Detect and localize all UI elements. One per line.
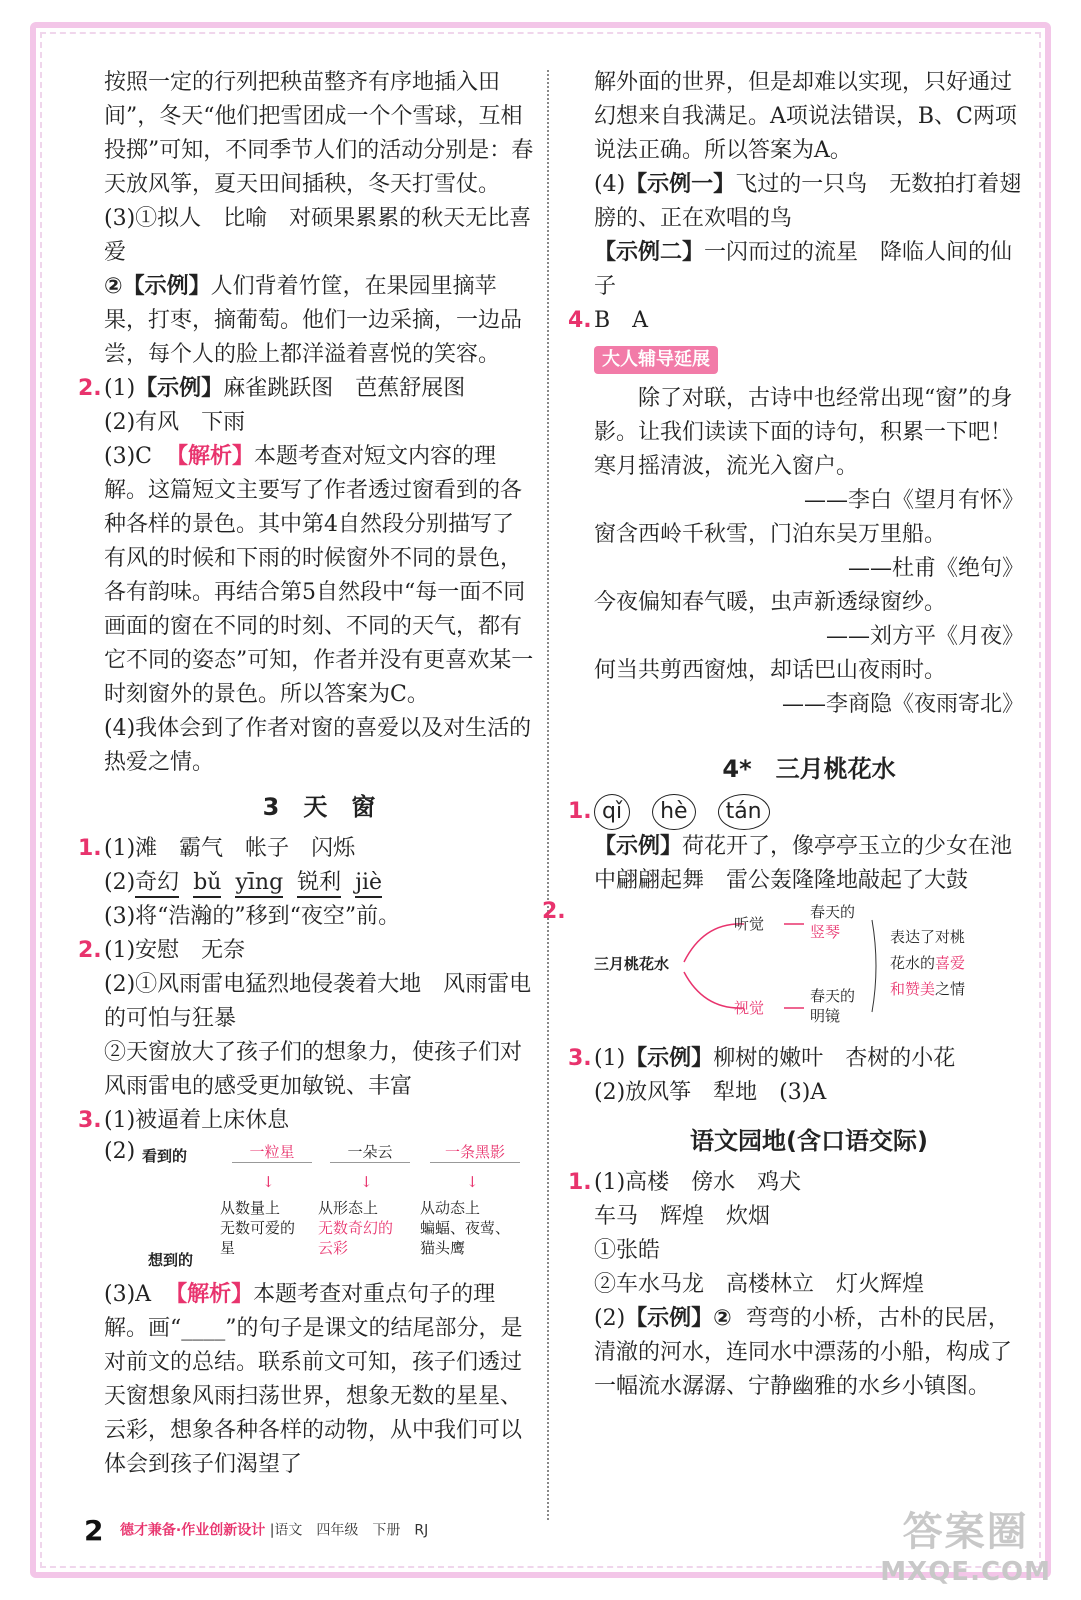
watermark: 答案圈 MXQE.COM [880,1509,1051,1587]
answer-text: (2)【示例】② 弯弯的小桥，古朴的民居，清澈的河水，连同水中漂荡的小船，构成了一幅流水潺潺、宁静幽雅的水乡小镇图。 [594,1306,1013,1399]
page-footer [84,1514,428,1547]
answer-text: (3)①拟人 比喻 对硕果累累的秋天无比喜爱 [104,206,532,265]
example-tag: 【示例】 [625,1046,714,1071]
example-tag: 【示例】 [135,376,224,401]
example-tag: ②【示例】 [104,274,211,299]
thought-box [318,1198,398,1258]
question-2: 2. (1)安慰 无奈 [104,934,534,968]
answer-text: ①张皓 [594,1238,661,1263]
question-3: 3. (1)【示例】柳树的嫩叶 杏树的小花 [594,1042,1024,1076]
answer-text: (3)将“浩瀚的”移到“夜空”前。 [104,904,401,929]
poem-line: 窗含西岭千秋雪，门泊东吴万里船。 [594,522,947,547]
question-2: 2. (1)【示例】麻雀跳跃图 芭蕉舒展图 [104,372,534,406]
left-column [78,66,534,1482]
example-tag: 【示例一】 [625,172,736,197]
question-1: 1. (1)滩 霸气 帐子 闪烁 [104,832,534,866]
section-title: 语文园地(含口语交际) [690,1127,928,1155]
poem-source: ——杜甫《绝句》 [847,556,1024,581]
footer-brand: 德才兼备·作业创新设计 [119,1522,266,1539]
column-divider [547,70,549,1520]
answer-text: (4)我体会到了作者对窗的喜爱以及对生活的热爱之情。 [104,716,532,775]
answer-text: (2)奇幻 bǔ yīng 锐利 jiè [104,866,534,900]
intro-text: 除了对联，古诗中也经常出现“窗”的身影。让我们读读下面的诗句，积累一下吧！ [594,386,1013,445]
poem-line: 何当共剪西窗烛，却话巴山夜雨时。 [594,658,947,683]
thought-box [420,1198,520,1258]
poem-source: ——李商隐《夜雨寄北》 [781,692,1024,717]
underlined-word: jiè [355,870,382,898]
poem-line: 寒月摇清波，流光入窗户。 [594,454,859,479]
mind-summary: 表达了对桃 花水的喜爱 和赞美之情 [890,928,966,998]
question-number: 2. [78,376,102,401]
poem-source: ——李白《望月有怀》 [803,488,1024,513]
underlined-word: yīng [235,870,283,898]
question-number: 3. [568,1046,592,1071]
pinyin-circle: tán [718,794,770,830]
footer-info: |语文 四年级 下册 RJ [269,1522,429,1539]
thought-item: 无数奇幻的云彩 [318,1219,394,1257]
thought-item: 蝙蝠、夜莺、猫头鹰 [420,1219,511,1257]
underlined-word: bǔ [193,870,221,898]
answer-text: 【示例】荷花开了，像亭亭玉立的少女在池中翩翩起舞 雷公轰隆隆地敲起了大鼓 [594,834,1013,893]
section-title: 4* 三月桃花水 [722,755,896,783]
from-label: 从数量上 [220,1199,281,1217]
question-1: 1. (1)高楼 傍水 鸡犬 [594,1166,1024,1200]
thought-box [220,1198,300,1258]
answer-text: (4)【示例一】飞过的一只鸟 无数拍打着翅膀的、正在欢唱的鸟 [594,172,1022,231]
thought-label: 想到的 [148,1251,194,1269]
pinyin-circle: hè [652,794,695,830]
answer-text: ②天窗放大了孩子们的想象力，使孩子们对风雨雷电的感受更加敏锐、丰富 [104,1040,523,1099]
from-label: 从形态上 [318,1199,379,1217]
poem-line: 今夜偏知春气暖，虫声新透绿窗纱。 [594,590,947,615]
extension-banner: 大人辅导延展 [594,346,718,374]
seen-thought-diagram: (2) 看到的 想到的 一粒星 一朵云 一条黑影 ↓ ↓ ↓ 从数量上 无数可爱的星 从形态上 无数奇幻的云彩 从动态上 蝙蝠、夜莺、猫头鹰 [104,1138,534,1278]
answer-text: 解外面的世界，但是却难以实现，只好通过幻想来自我满足。A项说法错误，B、C两项说法正确。所以答案为A。 [594,70,1017,163]
answer-text: 【示例二】一闪而过的流星 降临人间的仙子 [594,240,1013,299]
question-number: 4. [568,308,592,333]
example-tag: 【示例】② [625,1306,732,1331]
right-column [542,66,1024,1404]
center-node: 三月桃花水 [594,955,670,973]
underlined-word: 奇幻 [135,870,179,898]
seen-item: 一条黑影 [430,1142,520,1163]
question-number: 3. [78,1108,102,1133]
answer-text: ②车水马龙 高楼林立 灯火辉煌 [594,1272,925,1297]
answer-text: 车马 辉煌 炊烟 [594,1204,771,1229]
question-number: 1. [568,1170,592,1195]
thought-item: 无数可爱的星 [220,1219,296,1257]
from-label: 从动态上 [420,1199,481,1217]
question-1 [568,794,1024,830]
banner-row [594,342,1024,376]
mind-node: 春天的 竖琴 [810,903,856,941]
down-arrow-icon: ↓ [466,1173,479,1191]
answer-text: (3)A 【解析】本题考查对重点句子的理解。画“____”的句子是课文的结尾部分，是对前文的总结。联系前文可知，孩子们透过天窗想象风雨扫荡世界，想象无数的星星、云彩，想象各种各样的动物，从中我们可以体会到孩子们渴望了 [104,1282,523,1477]
question-number: 1. [78,836,102,861]
page-number: 2 [84,1514,104,1547]
example-tag: 【示例】 [594,834,683,859]
question-3: 3. (1)被逼着上床休息 [104,1104,534,1138]
question-number: 2. [78,938,102,963]
example-tag: 【示例二】 [594,240,705,265]
seen-item: 一粒星 [232,1142,312,1163]
sense-label: 视觉 [734,999,765,1017]
question-number: 1. [568,799,592,824]
seen-label: 看到的 [142,1147,188,1165]
section-title: 3 天 窗 [262,793,376,821]
analysis-tag: 【解析】 [166,444,255,469]
mind-node: 春天的 明镜 [810,987,856,1025]
mind-map [542,899,1024,1042]
seen-item: 一朵云 [330,1142,410,1163]
answer-text: (2)①风雨雷电猛烈地侵袭着大地 风雨雷电的可怕与狂暴 [104,972,532,1031]
question-4: 4. B A [594,304,1024,338]
pinyin-circle: qǐ [594,794,630,830]
analysis-tag: 【解析】 [165,1282,254,1307]
sense-label: 听觉 [734,915,765,933]
answer-text: (3)C 【解析】本题考查对短文内容的理解。这篇短文主要写了作者透过窗看到的各种各样的景色。其中第4自然段分别描写了有风的时候和下雨的时候窗外不同的景色，各有韵味。再结合第5自然段中“每一面不同画面的窗在不同的时刻、不同的天气，都有它不同的姿态”可知，作者并没有更喜欢某一时刻窗外的景色。所以答案为C。 [104,444,534,707]
answer-text: ②【示例】人们背着竹筐，在果园里摘苹果，打枣，摘葡萄。他们一边采摘，一边品尝，每个人的脸上都洋溢着喜悦的笑容。 [104,274,523,367]
down-arrow-icon: ↓ [262,1173,275,1191]
down-arrow-icon: ↓ [360,1173,373,1191]
underlined-word: 锐利 [297,870,341,898]
answer-text: (2)放风筝 犁地 (3)A [594,1080,827,1105]
question-number: 2. [542,899,566,924]
answer-text: 按照一定的行列把秧苗整齐有序地插入田间”，冬天“他们把雪团成一个个雪球，互相投掷”可知，不同季节人们的活动分别是：春天放风筝，夏天田间插秧，冬天打雪仗。 [104,70,534,197]
answer-text: (2)有风 下雨 [104,410,246,435]
poem-source: ——刘方平《月夜》 [825,624,1024,649]
